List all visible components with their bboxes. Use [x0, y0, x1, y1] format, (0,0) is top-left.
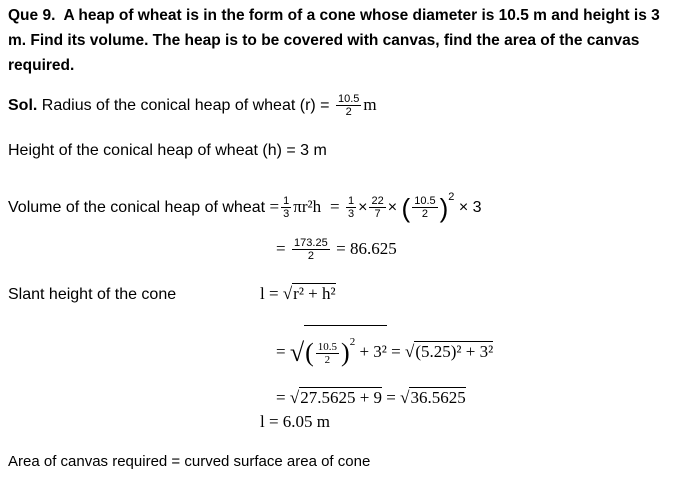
times-sign: ×: [358, 199, 368, 216]
equals-sign: =: [276, 239, 286, 258]
paren-close: ): [341, 338, 350, 368]
frac-den: 2: [421, 208, 428, 221]
equals-sign: =: [329, 197, 340, 216]
times-three: × 3: [458, 199, 482, 216]
sqrt-sign: √: [289, 338, 305, 368]
frac-num: 1: [283, 195, 290, 208]
solution-label: Sol.: [8, 97, 38, 114]
times-sign: ×: [387, 199, 398, 216]
frac-den: 3: [348, 208, 355, 221]
exponent: 2: [448, 191, 455, 203]
radius-fraction: [336, 93, 361, 118]
frac-den: 3: [283, 208, 290, 221]
frac-num: 1: [348, 195, 355, 208]
radius-line: [8, 90, 377, 121]
radius-denominator: 2: [345, 106, 352, 119]
frac-den: 7: [374, 208, 381, 221]
slant-step-2: = √( $\frac{10.5}{2}$ )$^2$ + 3² = √(5.25)² + 3²: [276, 325, 493, 373]
radius-numerator: 10.5: [337, 93, 360, 106]
question-line-1: [8, 3, 660, 28]
slant-radicand: r² + h²: [293, 284, 336, 303]
equals-sign: =: [269, 197, 280, 216]
slant-step-3: = √27.5625 + 9 = √36.5625: [276, 388, 466, 407]
frac-num: 10.5: [414, 195, 436, 208]
equals-sign: =: [276, 342, 286, 361]
radius-text: Radius of the conical heap of wheat (r) =: [41, 97, 330, 114]
one-third-fraction: [281, 195, 291, 220]
step2-radicand: [304, 325, 387, 369]
frac-den: 2: [324, 353, 331, 366]
question-label: Que 9.: [8, 7, 56, 24]
radius-unit: m: [363, 95, 377, 114]
volume-formula: πr²h: [293, 197, 322, 216]
step2-rhs: (5.25)² + 3²: [415, 342, 494, 361]
slant-lhs: l =: [260, 284, 279, 303]
volume-text: Volume of the conical heap of wheat: [8, 199, 266, 216]
volume-result-line: [276, 232, 397, 267]
volume-line: [8, 180, 482, 225]
canvas-text: Area of canvas required = curved surface area of cone: [8, 453, 371, 470]
one-third-fraction: [346, 195, 356, 220]
slant-text: Slant height of the cone: [8, 286, 177, 303]
height-line: Height of the conical heap of wheat (h) = 3 m: [8, 142, 327, 159]
paren-close: ): [439, 192, 449, 223]
radius-fraction: [316, 341, 339, 366]
question-text-3: required.: [8, 57, 75, 74]
volume-fraction: [292, 237, 330, 262]
radius-fraction: [412, 195, 437, 220]
slant-result: l = 6.05 m: [260, 412, 331, 431]
frac-num: 173.25: [294, 237, 328, 250]
volume-result: = 86.625: [336, 239, 397, 258]
step3-radicand-a: 27.5625 + 9: [300, 388, 383, 407]
equals-sign: =: [386, 388, 396, 407]
question-text-2: m. Find its volume. The heap is to be covered with canvas, find the area of the canvas: [8, 32, 640, 49]
equals-sign: =: [391, 342, 401, 361]
equals-sign: =: [276, 388, 286, 407]
frac-num: 10.5: [317, 340, 338, 353]
twenty-two-sevenths-fraction: [369, 195, 385, 220]
paren-open: (: [305, 338, 314, 368]
question-text-1: A heap of wheat is in the form of a cone whose diameter is 10.5 m and height is 3: [63, 7, 660, 24]
frac-num: 22: [371, 195, 384, 208]
slant-formula: l = √r² + h²: [260, 284, 336, 303]
frac-den: 2: [307, 250, 314, 263]
exponent: 2: [349, 336, 356, 348]
paren-open: (: [401, 192, 411, 223]
step3-radicand-b: 36.5625: [410, 388, 466, 407]
step2-tail: + 3²: [359, 342, 387, 361]
